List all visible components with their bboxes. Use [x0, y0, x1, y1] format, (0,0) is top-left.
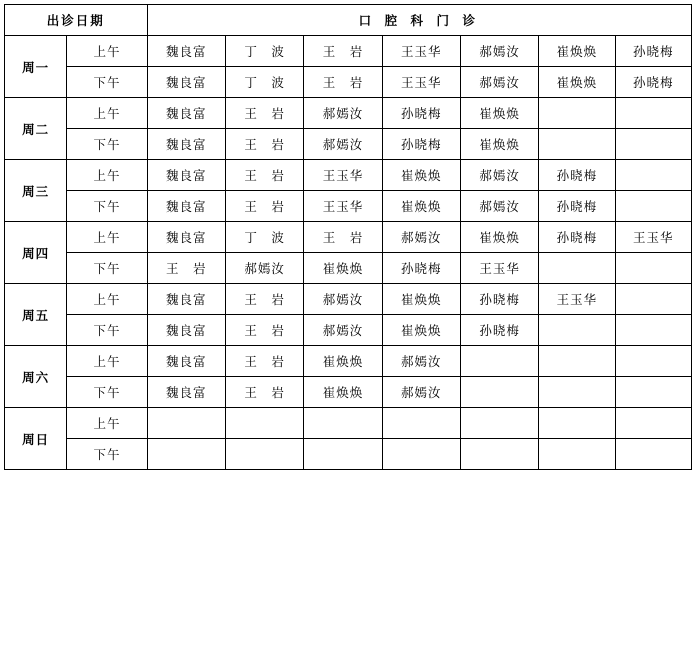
empty-cell: [615, 284, 691, 315]
table-row: [5, 98, 692, 129]
doctor-cell: 魏良富: [147, 129, 225, 160]
empty-cell: [147, 408, 225, 439]
empty-cell: [225, 439, 303, 470]
empty-cell: [615, 346, 691, 377]
table-row: [5, 222, 692, 253]
table-row: [5, 408, 692, 439]
doctor-cell: 孙晓梅: [382, 253, 460, 284]
doctor-cell: 崔焕焕: [304, 377, 382, 408]
session-label: 下午: [67, 439, 147, 470]
empty-cell: [615, 160, 691, 191]
empty-cell: [539, 315, 615, 346]
table-row: [5, 67, 692, 98]
table-row: [5, 284, 692, 315]
table-row: [5, 346, 692, 377]
session-label: 上午: [67, 36, 147, 67]
session-label: 下午: [67, 67, 147, 98]
doctor-cell: 魏良富: [147, 191, 225, 222]
session-label: 下午: [67, 253, 147, 284]
table-row: [5, 315, 692, 346]
empty-cell: [615, 191, 691, 222]
empty-cell: [147, 439, 225, 470]
table-row: [5, 129, 692, 160]
session-label: 下午: [67, 191, 147, 222]
empty-cell: [539, 253, 615, 284]
empty-cell: [460, 346, 538, 377]
day-label: 周三: [5, 160, 67, 222]
doctor-cell: 王 岩: [225, 160, 303, 191]
doctor-cell: 王玉华: [304, 191, 382, 222]
doctor-cell: 王玉华: [539, 284, 615, 315]
doctor-cell: 魏良富: [147, 346, 225, 377]
doctor-cell: 魏良富: [147, 98, 225, 129]
empty-cell: [539, 439, 615, 470]
doctor-cell: 魏良富: [147, 222, 225, 253]
doctor-cell: 崔焕焕: [460, 222, 538, 253]
empty-cell: [615, 129, 691, 160]
empty-cell: [539, 408, 615, 439]
doctor-cell: 郝嫣汝: [460, 160, 538, 191]
day-label: 周二: [5, 98, 67, 160]
doctor-cell: 魏良富: [147, 36, 225, 67]
doctor-cell: 崔焕焕: [382, 160, 460, 191]
empty-cell: [615, 98, 691, 129]
empty-cell: [460, 408, 538, 439]
session-label: 下午: [67, 377, 147, 408]
doctor-cell: 王 岩: [225, 284, 303, 315]
doctor-cell: 魏良富: [147, 284, 225, 315]
doctor-cell: 郝嫣汝: [304, 315, 382, 346]
session-label: 上午: [67, 160, 147, 191]
day-label: 周一: [5, 36, 67, 98]
doctor-cell: 王 岩: [304, 67, 382, 98]
day-label: 周五: [5, 284, 67, 346]
table-header-row: [5, 5, 692, 36]
doctor-cell: 崔焕焕: [539, 67, 615, 98]
doctor-cell: 崔焕焕: [304, 346, 382, 377]
doctor-cell: 王 岩: [225, 346, 303, 377]
session-label: 上午: [67, 222, 147, 253]
session-label: 上午: [67, 346, 147, 377]
doctor-cell: 孙晓梅: [460, 315, 538, 346]
doctor-cell: 孙晓梅: [539, 160, 615, 191]
doctor-cell: 郝嫣汝: [304, 98, 382, 129]
doctor-cell: 郝嫣汝: [304, 284, 382, 315]
table-row: [5, 36, 692, 67]
doctor-cell: 王玉华: [460, 253, 538, 284]
table-row: [5, 253, 692, 284]
doctor-cell: 崔焕焕: [382, 191, 460, 222]
empty-cell: [382, 408, 460, 439]
doctor-cell: 孙晓梅: [539, 222, 615, 253]
doctor-cell: 魏良富: [147, 67, 225, 98]
doctor-cell: 王玉华: [304, 160, 382, 191]
table-row: [5, 439, 692, 470]
doctor-cell: 王 岩: [225, 129, 303, 160]
schedule-table: [4, 4, 692, 470]
empty-cell: [615, 439, 691, 470]
table-row: [5, 191, 692, 222]
doctor-cell: 郝嫣汝: [382, 346, 460, 377]
doctor-cell: 丁 波: [225, 36, 303, 67]
doctor-cell: 孙晓梅: [460, 284, 538, 315]
doctor-cell: 郝嫣汝: [460, 36, 538, 67]
empty-cell: [304, 408, 382, 439]
doctor-cell: 魏良富: [147, 160, 225, 191]
doctor-cell: 郝嫣汝: [382, 222, 460, 253]
doctor-cell: 郝嫣汝: [460, 67, 538, 98]
empty-cell: [539, 129, 615, 160]
doctor-cell: 郝嫣汝: [304, 129, 382, 160]
session-label: 下午: [67, 129, 147, 160]
doctor-cell: 魏良富: [147, 315, 225, 346]
session-label: 上午: [67, 408, 147, 439]
doctor-cell: 丁 波: [225, 67, 303, 98]
empty-cell: [304, 439, 382, 470]
doctor-cell: 郝嫣汝: [460, 191, 538, 222]
doctor-cell: 崔焕焕: [382, 315, 460, 346]
empty-cell: [615, 315, 691, 346]
empty-cell: [539, 98, 615, 129]
doctor-cell: 孙晓梅: [539, 191, 615, 222]
day-label: 周四: [5, 222, 67, 284]
doctor-cell: 王 岩: [225, 315, 303, 346]
doctor-cell: 崔焕焕: [460, 98, 538, 129]
doctor-cell: 孙晓梅: [382, 129, 460, 160]
empty-cell: [615, 408, 691, 439]
doctor-cell: 王 岩: [304, 222, 382, 253]
doctor-cell: 崔焕焕: [304, 253, 382, 284]
doctor-cell: 王 岩: [304, 36, 382, 67]
table-row: [5, 377, 692, 408]
doctor-cell: 孙晓梅: [382, 98, 460, 129]
session-label: 下午: [67, 315, 147, 346]
session-label: 上午: [67, 284, 147, 315]
doctor-cell: 崔焕焕: [460, 129, 538, 160]
doctor-cell: 孙晓梅: [615, 36, 691, 67]
doctor-cell: 王 岩: [225, 98, 303, 129]
doctor-cell: 王玉华: [615, 222, 691, 253]
doctor-cell: 郝嫣汝: [382, 377, 460, 408]
header-date-label: 出诊日期: [5, 5, 148, 36]
day-label: 周六: [5, 346, 67, 408]
doctor-cell: 孙晓梅: [615, 67, 691, 98]
doctor-cell: 王 岩: [225, 191, 303, 222]
doctor-cell: 崔焕焕: [382, 284, 460, 315]
day-label: 周日: [5, 408, 67, 470]
empty-cell: [539, 377, 615, 408]
doctor-cell: 王 岩: [225, 377, 303, 408]
empty-cell: [460, 439, 538, 470]
header-title: 口 腔 科 门 诊: [147, 5, 691, 36]
doctor-cell: 郝嫣汝: [225, 253, 303, 284]
doctor-cell: 王玉华: [382, 67, 460, 98]
session-label: 上午: [67, 98, 147, 129]
doctor-cell: 王玉华: [382, 36, 460, 67]
doctor-cell: 丁 波: [225, 222, 303, 253]
empty-cell: [225, 408, 303, 439]
doctor-cell: 魏良富: [147, 377, 225, 408]
doctor-cell: 王 岩: [147, 253, 225, 284]
empty-cell: [382, 439, 460, 470]
empty-cell: [615, 377, 691, 408]
table-row: [5, 160, 692, 191]
doctor-cell: 崔焕焕: [539, 36, 615, 67]
empty-cell: [460, 377, 538, 408]
empty-cell: [615, 253, 691, 284]
empty-cell: [539, 346, 615, 377]
